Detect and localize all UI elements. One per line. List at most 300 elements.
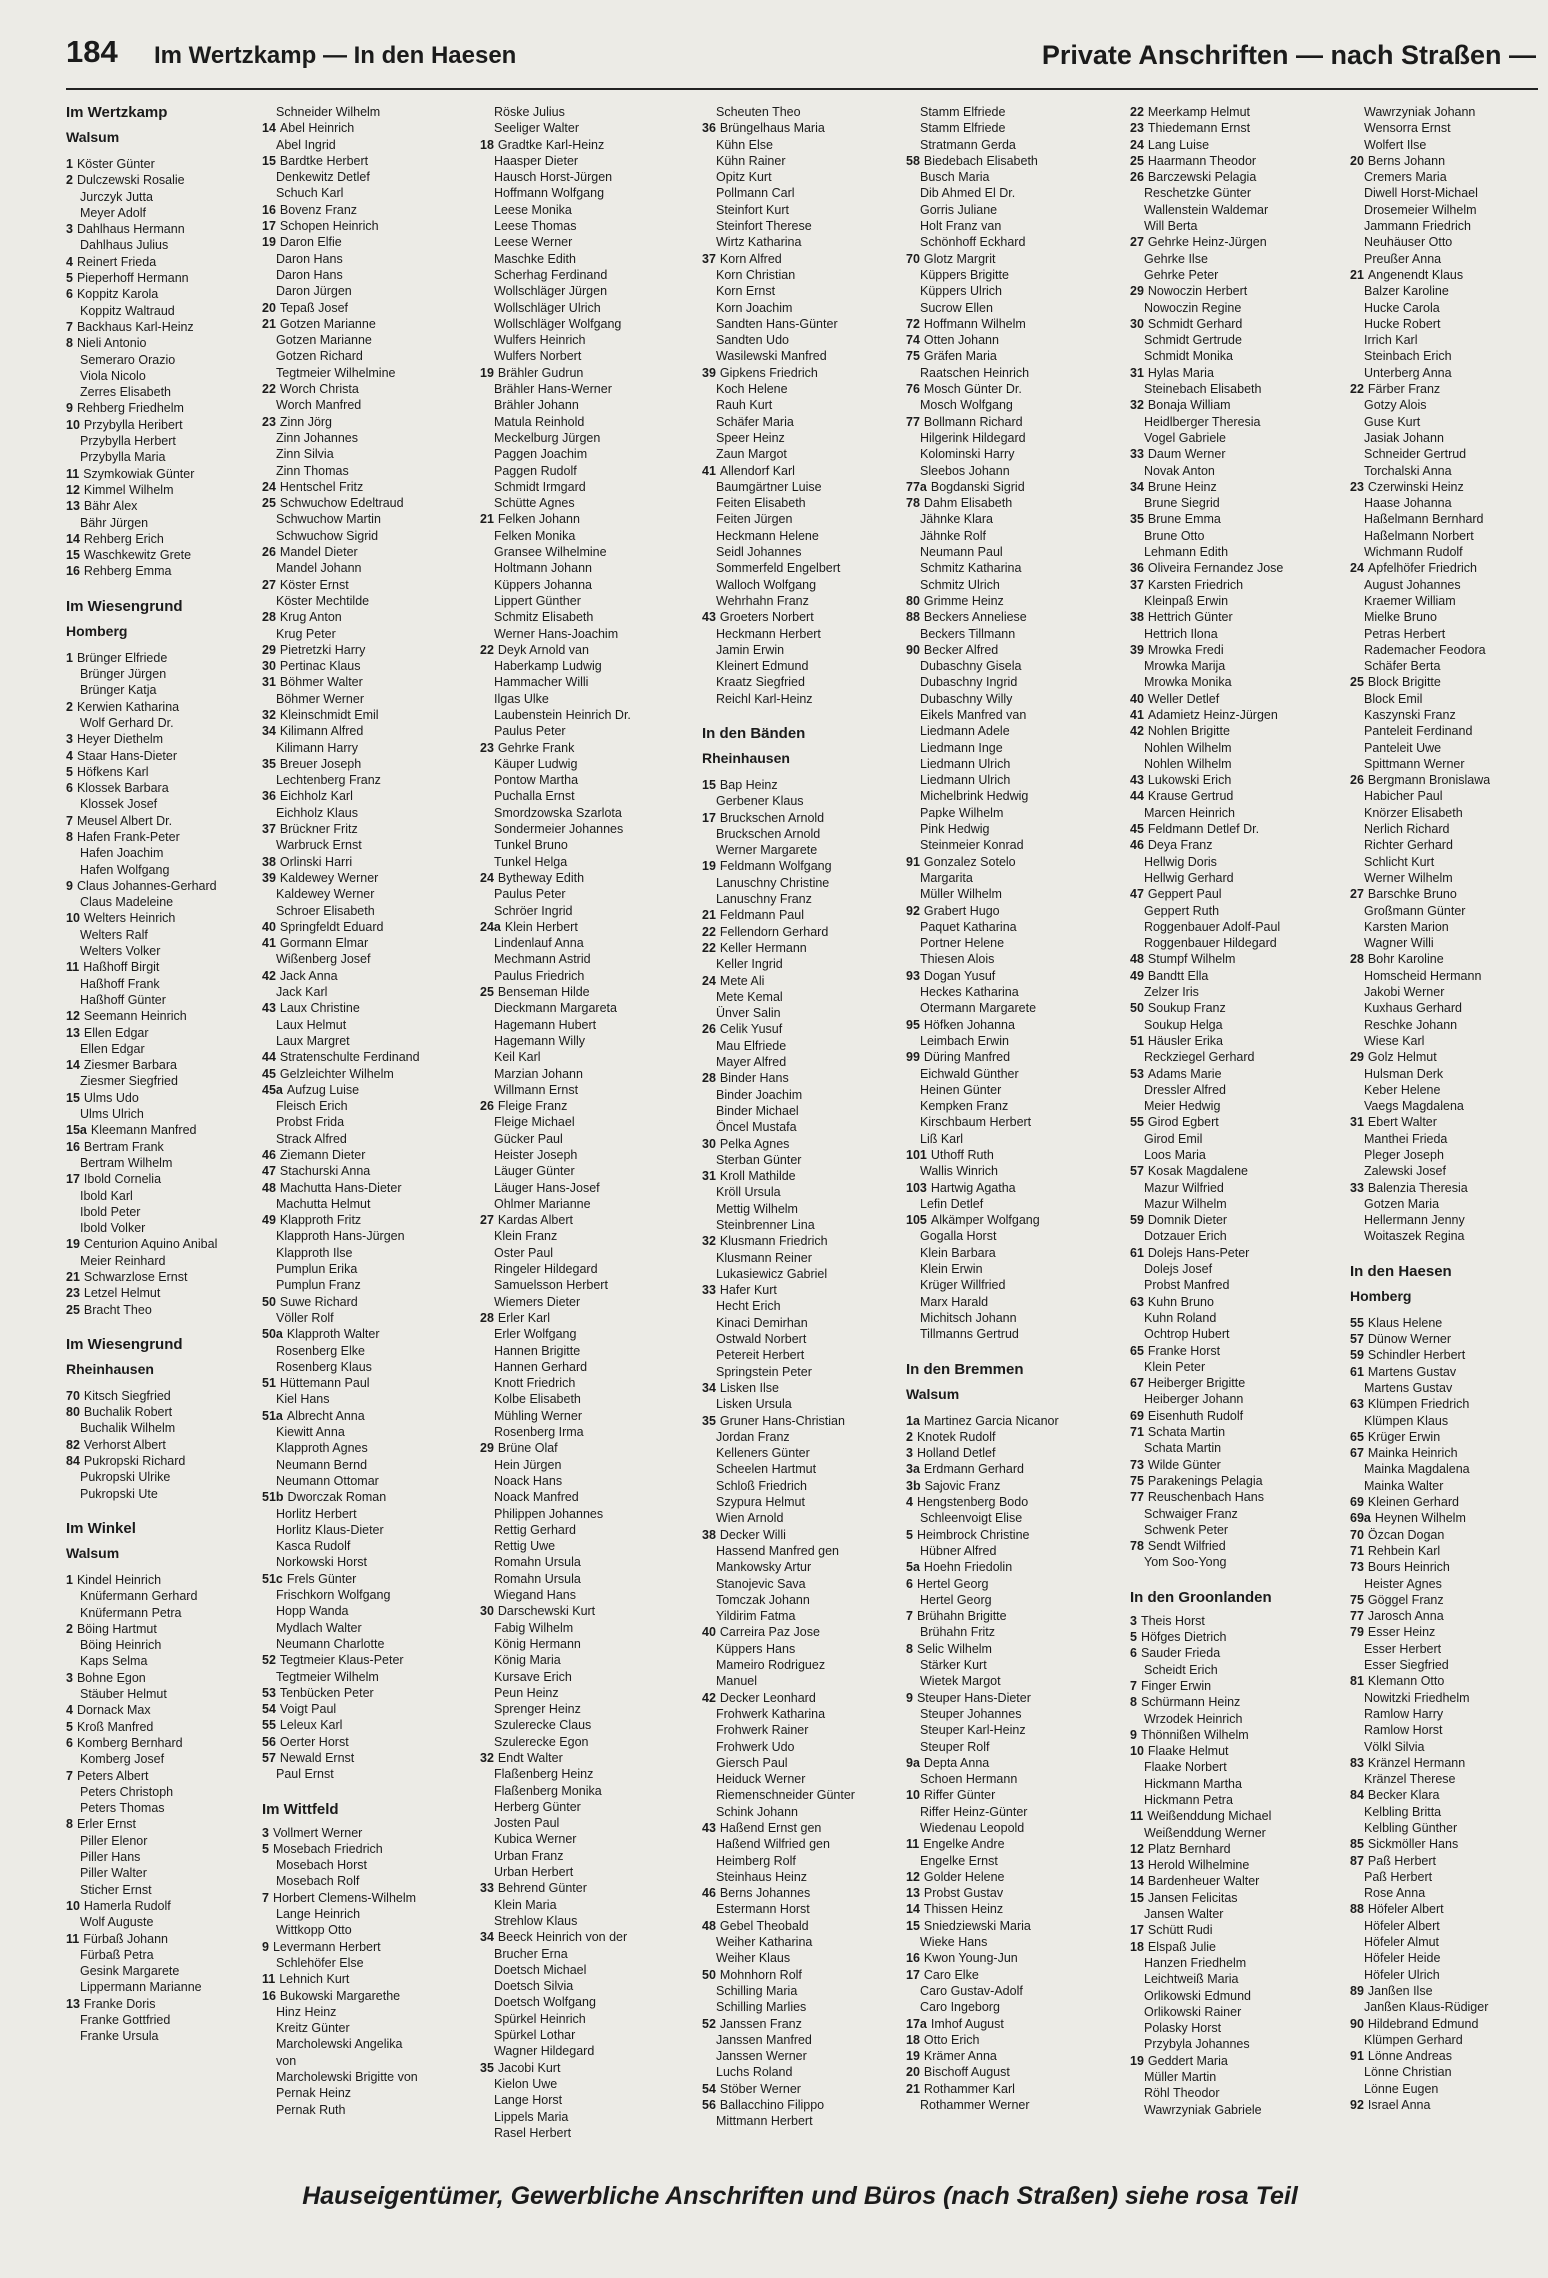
address-entry: [1350, 2048, 1490, 2064]
address-entry: [262, 1147, 420, 1163]
house-number: 28: [702, 1071, 716, 1086]
resident-name: Korn Ernst: [716, 284, 776, 299]
house-number: 40: [1130, 691, 1144, 706]
resident-name: Klossek Josef: [80, 797, 158, 812]
address-entry: [1130, 511, 1283, 527]
resident-name: Mosebach Friedrich: [272, 1841, 383, 1856]
house-number: 12: [66, 1009, 80, 1024]
resident-name: Eichwald Günther: [920, 1066, 1019, 1081]
resident-name: Mechmann Astrid: [494, 952, 591, 967]
resident-name: Gücker Paul: [494, 1131, 563, 1146]
address-entry: [66, 335, 217, 351]
house-number: 28: [1350, 952, 1364, 967]
resident-name: Lanuschny Franz: [716, 892, 812, 907]
address-entry: [262, 1049, 420, 1065]
house-number: 15a: [66, 1123, 87, 1138]
header-rule: [66, 88, 1538, 90]
resident-name: Kleinert Edmund: [716, 659, 809, 674]
resident-name: Esser Herbert: [1364, 1641, 1442, 1656]
resident-name: Seemann Heinrich: [83, 1009, 187, 1024]
resident-name: Zinn Silvia: [276, 447, 334, 462]
house-number: 53: [1130, 1066, 1144, 1081]
resident-name: Bähr Jürgen: [80, 515, 149, 530]
resident-name: Jurczyk Jutta: [80, 189, 153, 204]
address-entry: [66, 1816, 217, 1832]
address-entry: [262, 1750, 420, 1766]
resident-name: Seidl Johannes: [716, 545, 802, 560]
resident-name: Kinaci Demirhan: [716, 1315, 808, 1330]
resident-name: Klapproth Hans-Jürgen: [276, 1229, 405, 1244]
address-entry: [906, 642, 1059, 658]
resident-name: Orlikowski Edmund: [1144, 1988, 1251, 2003]
address-entry: [906, 1429, 1059, 1445]
resident-name: Werner Hans-Joachim: [494, 626, 619, 641]
resident-name: Böhmer Walter: [279, 675, 363, 690]
resident-name: Hafen Frank-Peter: [76, 829, 180, 844]
resident-name: Brähler Gudrun: [497, 365, 584, 380]
resident-name: Ibold Peter: [80, 1204, 141, 1219]
resident-name: Lang Luise: [1147, 137, 1210, 152]
resident-name: Schmitz Ulrich: [920, 577, 1000, 592]
house-number: 13: [66, 1025, 80, 1040]
resident-name: Klaus Helene: [1367, 1315, 1443, 1330]
resident-name: Tunkel Bruno: [494, 838, 568, 853]
address-entry: [702, 777, 855, 793]
house-number: 9: [1130, 1727, 1137, 1742]
address-entry: [906, 1461, 1059, 1477]
house-number: 16: [66, 564, 80, 579]
address-entry: [480, 870, 631, 886]
house-number: 18: [906, 2032, 920, 2047]
resident-name: Haßelmann Norbert: [1364, 528, 1474, 543]
house-number: 17: [906, 1967, 920, 1982]
resident-name: Giersch Paul: [716, 1755, 788, 1770]
address-entry: [66, 531, 217, 547]
resident-name: Paul Ernst: [276, 1767, 334, 1782]
resident-name: Behrend Günter: [497, 1881, 587, 1896]
resident-name: Brucher Erna: [494, 1946, 568, 1961]
resident-name: Steinmeier Konrad: [920, 838, 1024, 853]
address-entry: [1130, 1678, 1283, 1694]
resident-name: Hildebrand Edmund: [1367, 2016, 1479, 2031]
resident-name: Kwon Young-Jun: [923, 1951, 1018, 1966]
house-number: 77: [1130, 1490, 1144, 1505]
district-heading: Walsum: [66, 1544, 120, 1561]
address-entry: [1350, 1853, 1490, 1869]
resident-name: Meckelburg Jürgen: [494, 430, 601, 445]
address-entry: [66, 910, 217, 926]
resident-name: Geddert Maria: [1147, 2053, 1228, 2068]
resident-name: Lanuschny Christine: [716, 875, 830, 890]
house-number: 1a: [906, 1413, 920, 1428]
resident-name: Kelbling Günther: [1364, 1820, 1458, 1835]
resident-name: Polasky Horst: [1144, 2021, 1222, 2036]
resident-name: Cremers Maria: [1364, 170, 1447, 185]
resident-name: Parakenings Pelagia: [1147, 1473, 1263, 1488]
page-title: Im Wertzkamp — In den Haesen: [154, 42, 517, 69]
resident-name: Urban Franz: [494, 1848, 564, 1863]
house-number: 19: [702, 859, 716, 874]
address-entry: [66, 829, 217, 845]
resident-name: Thönnißen Wilhelm: [1140, 1727, 1249, 1742]
resident-name: Krüger Willfried: [920, 1278, 1006, 1293]
address-entry: [480, 511, 631, 527]
street-heading: In den Bremmen: [906, 1360, 1024, 1378]
address-entry: [66, 748, 217, 764]
resident-name: Gehrke Heinz-Jürgen: [1147, 235, 1267, 250]
house-number: 92: [906, 903, 920, 918]
house-number: 21: [702, 908, 716, 923]
house-number: 78: [1130, 1539, 1144, 1554]
address-entry: [66, 731, 217, 747]
house-number: 19: [1130, 2053, 1144, 2068]
resident-name: Gelzleichter Wilhelm: [279, 1066, 394, 1081]
address-entry: [66, 1735, 217, 1751]
resident-name: Korn Alfred: [719, 251, 782, 266]
resident-name: Spürkel Lothar: [494, 2028, 576, 2043]
resident-name: Block Brigitte: [1367, 675, 1441, 690]
resident-name: Läuger Hans-Josef: [494, 1180, 600, 1195]
resident-name: Lehnich Kurt: [279, 1972, 350, 1987]
address-entry: [702, 2081, 855, 2097]
resident-name: Hettrich Ilona: [1144, 626, 1218, 641]
house-number: 3: [906, 1446, 913, 1461]
resident-name: Bogdanski Sigrid: [930, 479, 1025, 494]
resident-name: Rosenberg Klaus: [276, 1359, 372, 1374]
address-entry: [906, 1608, 1059, 1624]
house-number: 6: [66, 781, 73, 796]
resident-name: Horlitz Herbert: [276, 1506, 357, 1521]
resident-name: Hettrich Günter: [1147, 610, 1233, 625]
resident-name: Eichholz Karl: [279, 789, 353, 804]
resident-name: Heister Agnes: [1364, 1576, 1442, 1591]
house-number: 18: [480, 137, 494, 152]
house-number: 9a: [906, 1755, 920, 1770]
resident-name: Czerwinski Heinz: [1367, 479, 1464, 494]
address-entry: [1350, 2016, 1490, 2032]
resident-name: Lange Heinrich: [276, 1907, 361, 1922]
resident-name: Kirschbaum Herbert: [920, 1115, 1032, 1130]
resident-name: Mosebach Horst: [276, 1858, 368, 1873]
resident-name: Schäfer Berta: [1364, 659, 1441, 674]
house-number: 47: [262, 1164, 276, 1179]
house-number: 16: [262, 1988, 276, 2003]
house-number: 20: [1350, 153, 1364, 168]
address-entry: [262, 1717, 420, 1733]
house-number: 41: [702, 463, 716, 478]
address-entry: [1130, 1343, 1283, 1359]
resident-name: Janßen Klaus-Rüdiger: [1364, 2000, 1489, 2015]
resident-name: Klein Barbara: [920, 1245, 996, 1260]
resident-name: Frels Günter: [286, 1571, 357, 1586]
address-entry: [66, 1768, 217, 1784]
resident-name: Komberg Josef: [80, 1752, 165, 1767]
resident-name: Komberg Bernhard: [76, 1735, 183, 1750]
resident-name: Dotzauer Erich: [1144, 1229, 1227, 1244]
resident-name: Gradtke Karl-Heinz: [497, 137, 605, 152]
resident-name: Schoen Hermann: [920, 1772, 1018, 1787]
resident-name: Müller Wilhelm: [920, 887, 1002, 902]
resident-name: Flaake Helmut: [1147, 1744, 1229, 1759]
resident-name: Kraemer William: [1364, 593, 1456, 608]
house-number: 52: [262, 1653, 276, 1668]
address-entry: [66, 1996, 217, 2012]
house-number: 2: [66, 1621, 73, 1636]
resident-name: Estermann Horst: [716, 1902, 810, 1917]
resident-name: Schmidt Monika: [1144, 349, 1233, 364]
resident-name: Mameiro Rodriguez: [716, 1658, 826, 1673]
resident-name: Bähr Alex: [83, 499, 138, 514]
resident-name: Karsten Friedrich: [1147, 577, 1244, 592]
resident-name: Noack Hans: [494, 1473, 563, 1488]
resident-name: Oerter Horst: [279, 1734, 349, 1749]
resident-name: Wasilewski Manfred: [716, 349, 827, 364]
house-number: 42: [1130, 724, 1144, 739]
resident-name: Keber Helene: [1364, 1082, 1441, 1097]
address-entry: [1350, 1180, 1490, 1196]
street-heading: Im Wertzkamp: [66, 104, 168, 121]
house-number: 21: [480, 512, 494, 527]
resident-name: Brune Heinz: [1147, 479, 1217, 494]
resident-name: Hagemann Willy: [494, 1033, 586, 1048]
resident-name: Gesink Margarete: [80, 1964, 180, 1979]
resident-name: Rothammer Karl: [923, 2081, 1015, 2096]
house-number: 31: [262, 675, 276, 690]
house-number: 25: [262, 496, 276, 511]
house-number: 61: [1130, 1245, 1144, 1260]
resident-name: Dulczewski Rosalie: [76, 173, 185, 188]
resident-name: Sticher Ernst: [80, 1882, 152, 1897]
resident-name: Caro Elke: [923, 1967, 979, 1982]
resident-name: Scheidt Erich: [1144, 1662, 1218, 1677]
resident-name: Groeters Norbert: [719, 610, 814, 625]
house-number: 51: [1130, 1033, 1144, 1048]
address-entry: [906, 1690, 1059, 1706]
address-entry: [906, 2064, 1059, 2080]
resident-name: Elspaß Julie: [1147, 1939, 1216, 1954]
resident-name: Scheuten Theo: [716, 105, 801, 119]
house-number: 8: [1130, 1695, 1137, 1710]
resident-name: Soukup Helga: [1144, 1017, 1223, 1032]
resident-name: Benseman Hilde: [497, 985, 590, 1000]
resident-name: Meyer Adolf: [80, 205, 147, 220]
resident-name: Brähler Hans-Werner: [494, 382, 612, 397]
house-number: 56: [262, 1734, 276, 1749]
house-number: 32: [480, 1750, 494, 1765]
house-number: 35: [702, 1413, 716, 1428]
resident-name: Hucke Carola: [1364, 300, 1440, 315]
resident-name: Stratmann Gerda: [920, 137, 1016, 152]
resident-name: Böing Heinrich: [80, 1638, 162, 1653]
resident-name: Carreira Paz Jose: [719, 1625, 820, 1640]
address-entry: [1130, 120, 1283, 136]
resident-name: Kaps Selma: [80, 1654, 148, 1669]
house-number: 43: [702, 610, 716, 625]
resident-name: Höfeler Albert: [1364, 1918, 1440, 1933]
house-number: 75: [1350, 1592, 1364, 1607]
resident-name: Berns Johannes: [719, 1886, 811, 1901]
address-entry: [1130, 1424, 1283, 1440]
address-entry: [906, 968, 1059, 984]
resident-name: Portner Helene: [920, 936, 1005, 951]
resident-name: Nerlich Richard: [1364, 822, 1450, 837]
address-entry: [1130, 397, 1283, 413]
resident-name: Pieperhoff Hermann: [76, 271, 189, 286]
house-number: 44: [262, 1050, 276, 1065]
resident-name: Zaun Margot: [716, 447, 787, 462]
resident-name: Backhaus Karl-Heinz: [76, 319, 194, 334]
resident-name: Kilimann Harry: [276, 740, 358, 755]
resident-name: Wawrzyniak Gabriele: [1144, 2102, 1262, 2117]
resident-name: Lechtenberg Franz: [276, 773, 381, 788]
resident-name: Waschkewitz Grete: [83, 548, 192, 563]
address-entry: [906, 1445, 1059, 1461]
resident-name: Röhl Theodor: [1144, 2086, 1220, 2101]
resident-name: Meier Reinhard: [80, 1253, 166, 1268]
resident-name: Keil Karl: [494, 1050, 541, 1065]
address-entry: [262, 1294, 420, 1310]
resident-name: Koppitz Waltraud: [80, 303, 175, 318]
house-number: 14: [262, 121, 276, 136]
resident-name: Krug Anton: [279, 610, 342, 625]
resident-name: Mettig Wilhelm: [716, 1201, 798, 1216]
house-number: 56: [702, 2098, 716, 2113]
resident-name: Paggen Rudolf: [494, 463, 577, 478]
house-number: 46: [1130, 838, 1144, 853]
resident-name: Hickmann Petra: [1144, 1792, 1233, 1807]
resident-name: Peun Heinz: [494, 1685, 559, 1700]
resident-name: Horbert Clemens-Wilhelm: [272, 1890, 417, 1905]
resident-name: Stanojevic Sava: [716, 1576, 806, 1591]
resident-name: Heynen Wilhelm: [1374, 1511, 1466, 1526]
address-entry: [906, 1180, 1059, 1196]
house-number: 49: [262, 1213, 276, 1228]
resident-name: Fürbaß Johann: [83, 1931, 168, 1946]
resident-name: Flaake Norbert: [1144, 1760, 1227, 1775]
address-entry: [1130, 788, 1283, 804]
address-entry: [66, 563, 217, 579]
resident-name: Breuer Joseph: [279, 756, 362, 771]
resident-name: Brünger Elfriede: [76, 650, 168, 665]
house-number: 71: [1130, 1425, 1144, 1440]
house-number: 48: [702, 1918, 716, 1933]
resident-name: Piller Hans: [80, 1850, 141, 1865]
resident-name: Steinfort Kurt: [716, 202, 789, 217]
resident-name: Erdmann Gerhard: [923, 1462, 1024, 1477]
resident-name: Sniedziewski Maria: [923, 1918, 1031, 1933]
address-entry: [262, 1825, 420, 1841]
resident-name: Tomczak Johann: [716, 1592, 810, 1607]
resident-name: Peters Christoph: [80, 1784, 174, 1799]
resident-name: Fabig Wilhelm: [494, 1620, 574, 1635]
resident-name: Rasel Herbert: [494, 2125, 572, 2140]
resident-name: Binder Michael: [716, 1103, 799, 1118]
resident-name: Küppers Ulrich: [920, 284, 1002, 299]
resident-name: Jansen Felicitas: [1147, 1890, 1238, 1905]
resident-name: Jordan Franz: [716, 1429, 790, 1444]
resident-name: Herold Wilhelmine: [1147, 1858, 1250, 1873]
address-entry: [262, 1734, 420, 1750]
street-heading: Im Wiesengrund: [66, 1335, 183, 1353]
directory-column-2: [262, 104, 420, 2118]
resident-name: Probst Gustav: [923, 1886, 1004, 1901]
resident-name: Hellwig Doris: [1144, 854, 1217, 869]
resident-name: Levermann Herbert: [272, 1939, 381, 1954]
resident-name: Reckziegel Gerhard: [1144, 1050, 1255, 1065]
resident-name: Nowitzki Friedhelm: [1364, 1690, 1470, 1705]
resident-name: Paggen Joachim: [494, 447, 588, 462]
house-number: 14: [906, 1902, 920, 1917]
resident-name: Przybylla Maria: [80, 450, 166, 465]
resident-name: Küppers Brigitte: [920, 267, 1009, 282]
house-number: 39: [262, 870, 276, 885]
district-heading: Homberg: [1350, 1287, 1412, 1304]
resident-name: Kitsch Siegfried: [83, 1388, 171, 1403]
house-number: 70: [1350, 1527, 1364, 1542]
resident-name: Hoehn Friedolin: [923, 1560, 1013, 1575]
resident-name: Panteleit Ferdinand: [1364, 724, 1473, 739]
resident-name: Peters Thomas: [80, 1801, 165, 1816]
resident-name: Sommerfeld Engelbert: [716, 561, 841, 576]
address-entry: [906, 1413, 1059, 1429]
address-entry: [702, 1624, 855, 1640]
address-entry: [66, 1090, 217, 1106]
address-entry: [66, 959, 217, 975]
resident-name: Probst Frida: [276, 1115, 345, 1130]
house-number: 5: [262, 1841, 269, 1856]
resident-name: Schütt Rudi: [1147, 1923, 1213, 1938]
resident-name: Abel Ingrid: [276, 137, 336, 152]
resident-name: Kleinen Gerhard: [1367, 1495, 1459, 1510]
resident-name: Szymkowiak Günter: [83, 466, 195, 481]
house-number: 70: [66, 1388, 80, 1403]
address-entry: [1130, 1489, 1283, 1505]
resident-name: Bollmann Richard: [923, 414, 1023, 429]
resident-name: Heckmann Helene: [716, 528, 819, 543]
house-number: 3: [66, 222, 73, 237]
house-number: 45: [1130, 822, 1144, 837]
district-heading: Homberg: [66, 622, 128, 639]
resident-name: Steinfort Therese: [716, 219, 812, 234]
resident-name: Schwaiger Franz: [1144, 1506, 1238, 1521]
resident-name: Schroer Elisabeth: [276, 903, 375, 918]
resident-name: Hafen Wolfgang: [80, 862, 170, 877]
directory-column-4: [702, 104, 855, 2130]
house-number: 34: [262, 724, 276, 739]
house-number: 19: [480, 365, 494, 380]
resident-name: Lindenlauf Anna: [494, 936, 584, 951]
resident-name: Feiten Jürgen: [716, 512, 793, 527]
address-entry: [702, 251, 855, 267]
address-entry: [702, 1282, 855, 1298]
resident-name: Völler Rolf: [276, 1310, 334, 1325]
house-number: 16: [906, 1951, 920, 1966]
resident-name: Schlehöfer Else: [276, 1955, 364, 1970]
resident-name: Panteleit Uwe: [1364, 740, 1442, 755]
address-entry: [262, 1326, 420, 1342]
resident-name: Schütte Agnes: [494, 496, 575, 511]
resident-name: Martens Gustav: [1367, 1364, 1457, 1379]
resident-name: Lippels Maria: [494, 2109, 569, 2124]
address-entry: [906, 1869, 1059, 1885]
house-number: 84: [1350, 1788, 1364, 1803]
address-entry: [66, 1139, 217, 1155]
address-entry: [702, 1690, 855, 1706]
address-entry: [480, 1212, 631, 1228]
resident-name: Küppers Johanna: [494, 577, 592, 592]
house-number: 12: [906, 1869, 920, 1884]
resident-name: Mete Ali: [719, 973, 765, 988]
